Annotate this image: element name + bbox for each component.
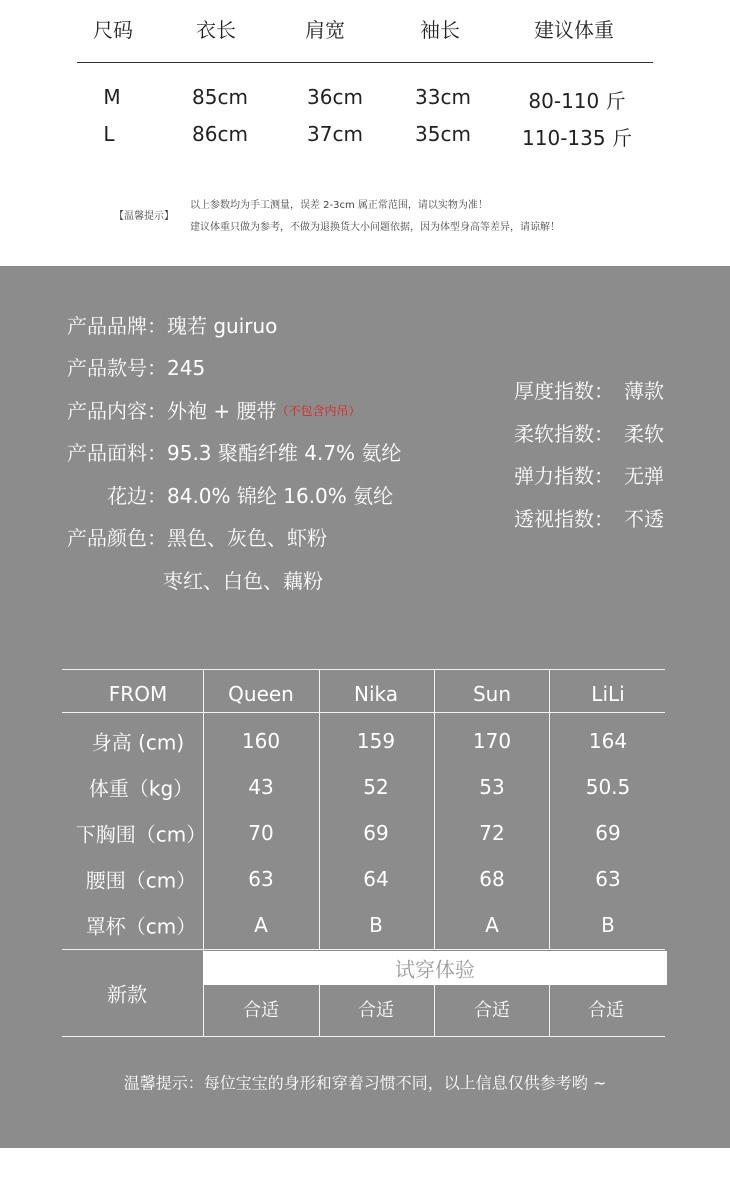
tryon-cell: A (485, 913, 499, 937)
tryon-cell: 70 (248, 821, 274, 845)
tryon-cell: 69 (595, 821, 621, 845)
new-style-label: 新款 (107, 982, 147, 1007)
size-cell: 80-110 斤 (528, 89, 626, 113)
product-model: 产品款号：245 (67, 356, 206, 380)
tryon-header-model: Queen (228, 682, 294, 706)
product-fabric: 产品面料：95.3 聚酯纤维 4.7% 氨纶 (67, 441, 402, 465)
tryon-row-label: 腰围（cm） (85, 868, 197, 893)
tryon-row-label: 身高 (cm) (91, 730, 185, 755)
tryon-row-label: 罩杯（cm） (85, 914, 197, 939)
tryon-col-rule (549, 985, 550, 1036)
tryon-cell: 72 (479, 821, 505, 845)
product-lace: 花边：84.0% 锦纶 16.0% 氨纶 (107, 484, 394, 508)
tryon-cell: 69 (363, 821, 389, 845)
size-cell: 37cm (307, 122, 363, 146)
tryon-cell: 50.5 (585, 775, 631, 799)
tryon-col-rule (319, 669, 320, 949)
index-thickness: 厚度指数： 薄款 (514, 379, 664, 403)
tryon-row-label: 体重（kg） (88, 776, 194, 801)
tryon-cell: 170 (472, 729, 512, 753)
fit-cell: 合适 (243, 1000, 279, 1021)
tryon-col-rule (549, 669, 550, 949)
tryon-cell: 160 (241, 729, 281, 753)
fit-cell: 合适 (358, 1000, 394, 1021)
tryon-cell: 164 (588, 729, 628, 753)
notice-line-2: 建议体重只做为参考，不做为退换货大小问题依据，因为体型身高等差异，请谅解！ (190, 222, 560, 233)
notice-label: 【温馨提示】 (114, 211, 174, 222)
size-header-length: 衣长 (196, 18, 236, 42)
tryon-header-model: Sun (472, 682, 512, 706)
tryon-rule-header (62, 712, 665, 713)
tryon-rule-body (62, 949, 665, 950)
product-brand: 产品品牌：瑰若 guiruo (67, 314, 278, 338)
tryon-cell: 63 (248, 867, 274, 891)
tryon-cell: 53 (479, 775, 505, 799)
tryon-col-rule (203, 669, 204, 949)
size-chart-section (0, 0, 730, 266)
product-contents: 产品内容：外袍 + 腰带（不包含内吊） (67, 399, 361, 423)
tryon-experience-title: 试穿体验 (395, 957, 475, 982)
tryon-cell: 52 (363, 775, 389, 799)
product-colors-line2: 枣红、白色、藕粉 (163, 569, 323, 593)
size-header-weight: 建议体重 (534, 18, 614, 42)
tryon-rule-top (62, 669, 665, 670)
tryon-col-rule (434, 985, 435, 1036)
size-cell: 33cm (415, 85, 471, 109)
size-cell: M (103, 85, 121, 109)
tryon-row-label: 下胸围（cm） (75, 822, 207, 847)
notice-line-1: 以上参数均为手工测量，误差 2-3cm 属正常范围，请以实物为准！ (190, 200, 488, 211)
tryon-header-model: LiLi (591, 682, 625, 706)
tryon-cell: B (369, 913, 383, 937)
tryon-col-rule (434, 669, 435, 949)
bottom-notice: 温馨提示：每位宝宝的身形和穿着习惯不同，以上信息仅供参考哟 ~ (123, 1073, 607, 1093)
tryon-cell: 68 (479, 867, 505, 891)
tryon-cell: 159 (356, 729, 396, 753)
tryon-header-model: Nika (353, 682, 399, 706)
size-cell: 110-135 斤 (522, 126, 632, 150)
product-colors: 产品颜色：黑色、灰色、虾粉 (67, 526, 327, 550)
index-elasticity: 弹力指数： 无弹 (514, 464, 664, 488)
tryon-cell: A (254, 913, 268, 937)
fit-cell: 合适 (474, 1000, 510, 1021)
size-cell: 86cm (192, 122, 248, 146)
tryon-cell: B (601, 913, 615, 937)
size-header-sleeve: 袖长 (420, 18, 460, 42)
size-cell: 36cm (307, 85, 363, 109)
tryon-experience-band (203, 951, 667, 985)
size-header-size: 尺码 (93, 18, 133, 42)
index-softness: 柔软指数： 柔软 (514, 422, 664, 446)
size-cell: L (103, 122, 115, 146)
tryon-rule-bottom (62, 1036, 665, 1037)
index-transparency: 透视指数： 不透 (514, 507, 664, 531)
tryon-col-rule (319, 985, 320, 1036)
contents-note: （不包含内吊） (276, 404, 361, 418)
tryon-header-from: FROM (108, 682, 168, 706)
size-cell: 35cm (415, 122, 471, 146)
tryon-cell: 63 (595, 867, 621, 891)
size-header-shoulder: 肩宽 (305, 18, 345, 42)
size-cell: 85cm (192, 85, 248, 109)
size-table-divider (77, 62, 653, 63)
tryon-cell: 43 (248, 775, 274, 799)
tryon-cell: 64 (363, 867, 389, 891)
fit-cell: 合适 (588, 1000, 624, 1021)
